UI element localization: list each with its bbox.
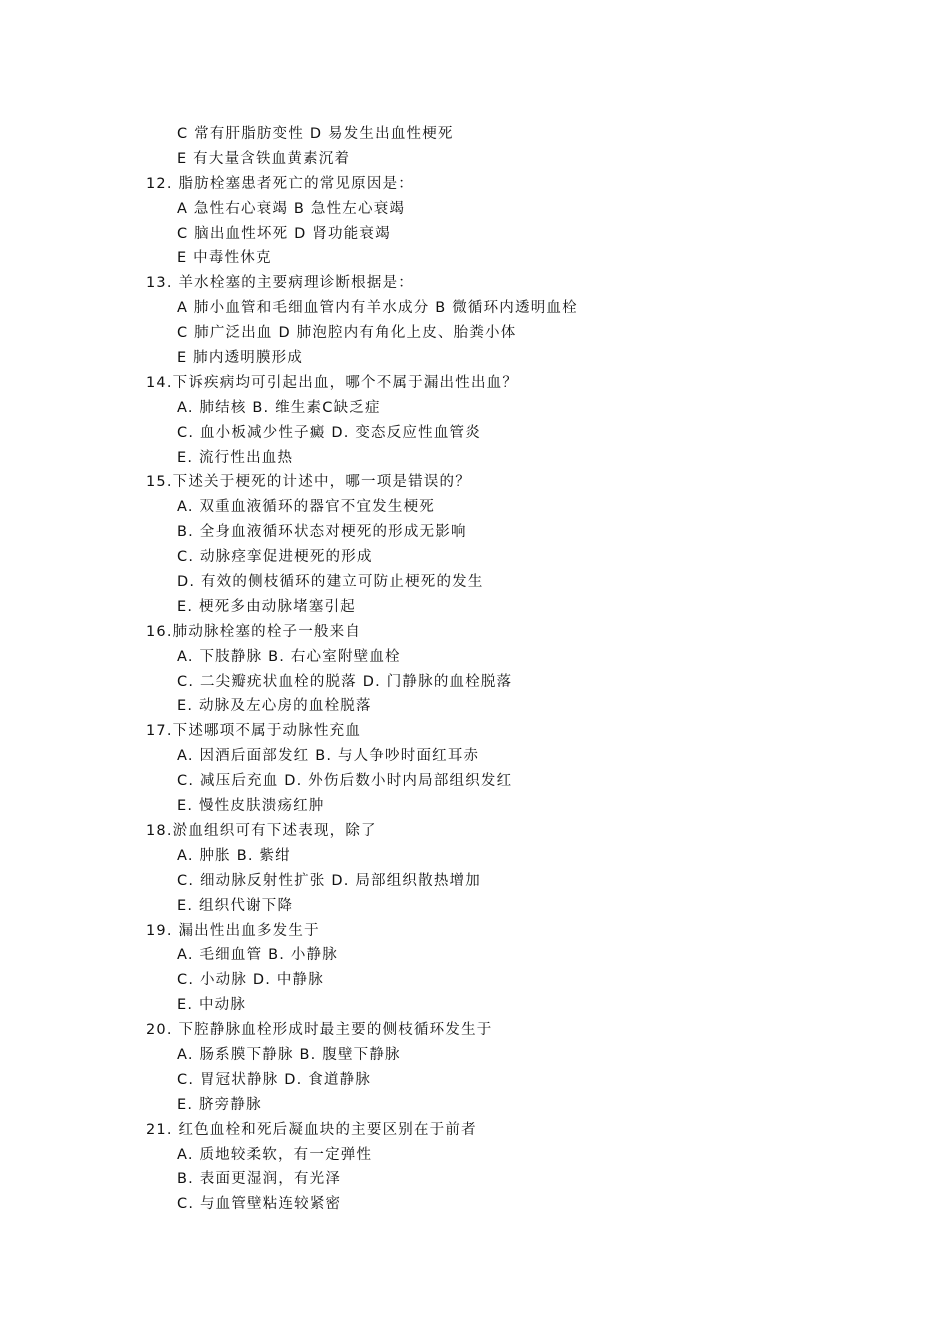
question-line: 15.下述关于梗死的计述中，哪一项是错误的？: [146, 474, 471, 491]
option-line: E. 梗死多由动脉堵塞引起: [177, 598, 356, 615]
option-line: D. 有效的侧枝循环的建立可防止梗死的发生: [177, 574, 484, 591]
option-line: A. 肺结核 B. 维生素C缺乏症: [177, 399, 381, 416]
question-line: 21. 红色血栓和死后凝血块的主要区别在于前者: [146, 1121, 477, 1138]
option-line: C 脑出血性坏死 D 肾功能衰竭: [177, 225, 391, 242]
option-line: E. 脐旁静脉: [177, 1096, 262, 1113]
option-line: A. 肿胀 B. 紫绀: [177, 847, 291, 864]
question-line: 16.肺动脉栓塞的栓子一般来自: [146, 623, 362, 640]
question-line: 14.下诉疾病均可引起出血，哪个不属于漏出性出血？: [146, 374, 519, 391]
option-line: A 急性右心衰竭 B 急性左心衰竭: [177, 200, 406, 217]
option-line: A. 双重血液循环的器官不宜发生梗死: [177, 499, 435, 516]
question-list: [146, 122, 866, 1217]
question-line: 12. 脂肪栓塞患者死亡的常见原因是：: [146, 175, 414, 192]
question-line: 13. 羊水栓塞的主要病理诊断根据是：: [146, 275, 414, 292]
option-line: C. 小动脉 D. 中静脉: [177, 972, 324, 989]
option-line: E 有大量含铁血黄素沉着: [177, 150, 351, 167]
question-line: 20. 下腔静脉血栓形成时最主要的侧枝循环发生于: [146, 1022, 493, 1039]
question-line: 17.下述哪项不属于动脉性充血: [146, 723, 362, 740]
option-line: C. 与血管壁粘连较紧密: [177, 1196, 342, 1213]
option-line: C. 减压后充血 D. 外伤后数小时内局部组织发红: [177, 773, 513, 790]
option-line: A 肺小血管和毛细血管内有羊水成分 B 微循环内透明血栓: [177, 300, 578, 317]
question-line: 19. 漏出性出血多发生于: [146, 922, 320, 939]
option-line: C 肺广泛出血 D 肺泡腔内有角化上皮、胎粪小体: [177, 325, 517, 342]
option-line: C. 细动脉反射性扩张 D. 局部组织散热增加: [177, 872, 481, 889]
option-line: E 肺内透明膜形成: [177, 350, 304, 367]
option-line: A. 质地较柔软，有一定弹性: [177, 1146, 373, 1163]
option-line: E. 慢性皮肤溃疡红肿: [177, 798, 325, 815]
question-line: 18.淤血组织可有下述表现，除了: [146, 822, 377, 839]
option-line: C. 动脉痉挛促进梗死的形成: [177, 549, 373, 566]
option-line: C. 胃冠状静脉 D. 食道静脉: [177, 1071, 372, 1088]
option-line: E 中毒性休克: [177, 250, 272, 267]
option-line: A. 肠系膜下静脉 B. 腹壁下静脉: [177, 1046, 401, 1063]
option-line: C. 血小板减少性子癜 D. 变态反应性血管炎: [177, 424, 481, 441]
option-line: A. 因酒后面部发红 B. 与人争吵时面红耳赤: [177, 748, 480, 765]
option-line: A. 毛细血管 B. 小静脉: [177, 947, 338, 964]
option-line: E. 中动脉: [177, 997, 247, 1014]
option-line: B. 表面更湿润，有光泽: [177, 1171, 342, 1188]
option-line: E. 组织代谢下降: [177, 897, 294, 914]
option-line: A. 下肢静脉 B. 右心室附壁血栓: [177, 648, 401, 665]
option-line: B. 全身血液循环状态对梗死的形成无影响: [177, 524, 467, 541]
option-line: E. 动脉及左心房的血栓脱落: [177, 698, 372, 715]
option-line: E. 流行性出血热: [177, 449, 294, 466]
option-line: C. 二尖瓣疣状血栓的脱落 D. 门静脉的血栓脱落: [177, 673, 513, 690]
option-line: C 常有肝脂肪变性 D 易发生出血性梗死: [177, 126, 454, 142]
